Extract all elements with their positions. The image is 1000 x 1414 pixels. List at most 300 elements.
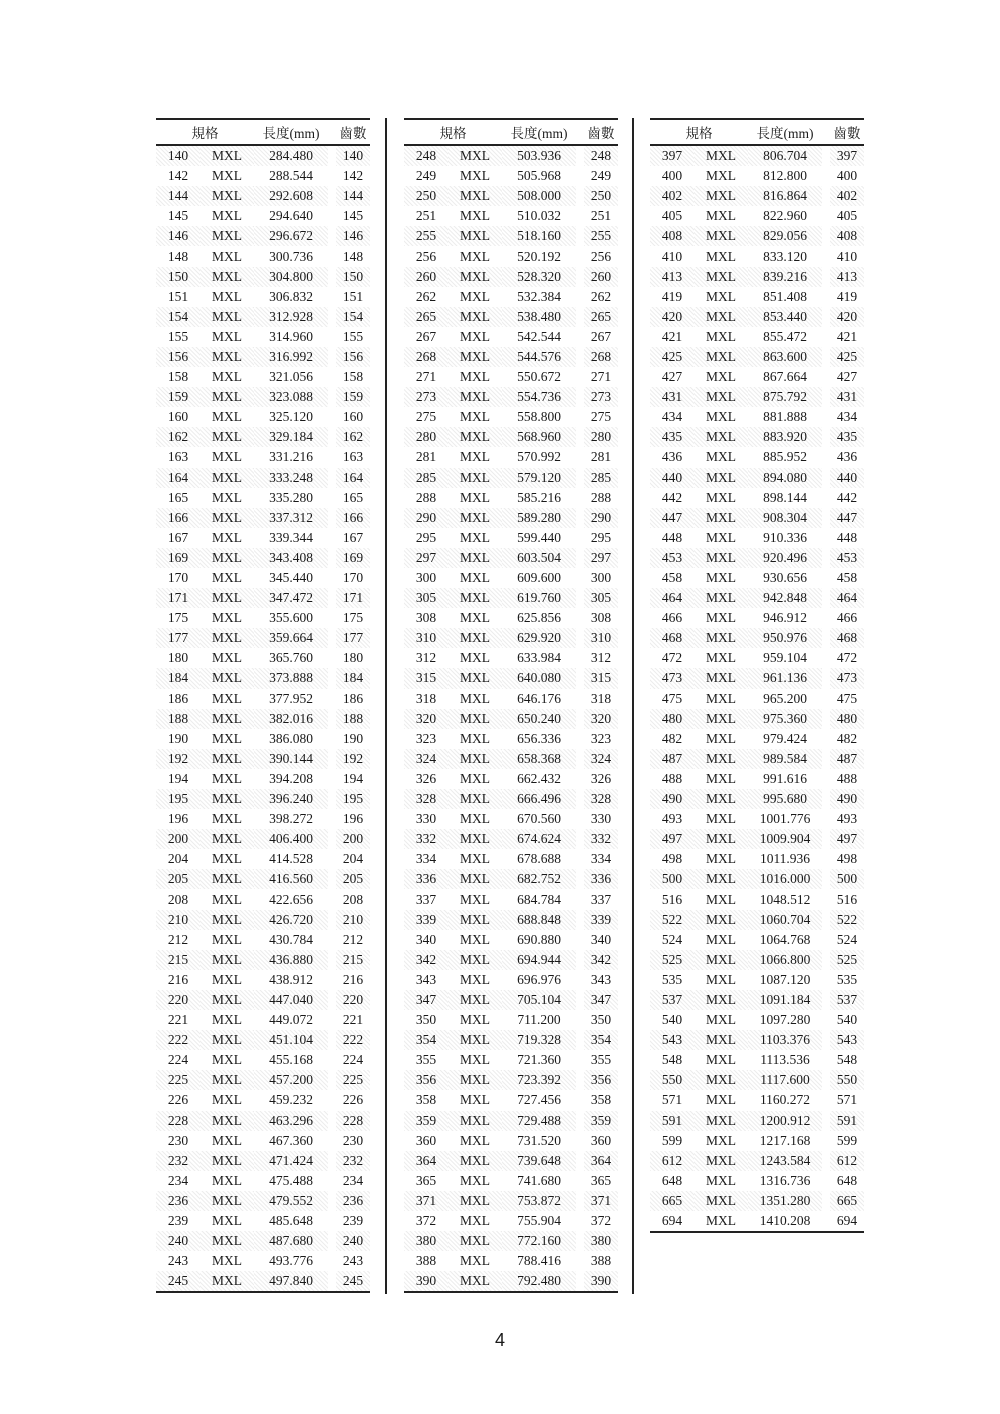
length-mm: 339.344 bbox=[269, 529, 313, 545]
length-mm: 1217.168 bbox=[759, 1132, 811, 1148]
pitch-count: 431 bbox=[650, 387, 694, 407]
teeth-count: 180 bbox=[342, 650, 364, 666]
belt-type: MXL bbox=[460, 1052, 490, 1068]
length-mm: 471.424 bbox=[254, 1151, 328, 1171]
belt-type: MXL bbox=[706, 168, 736, 184]
table-header bbox=[650, 119, 864, 145]
length-mm: 438.912 bbox=[269, 971, 313, 987]
spacer-cell bbox=[328, 809, 336, 829]
length-mm: 394.208 bbox=[269, 770, 313, 786]
table-row bbox=[156, 809, 370, 829]
spacer-cell bbox=[576, 1251, 584, 1271]
table-row bbox=[404, 889, 618, 909]
length-mm: 898.144 bbox=[763, 489, 807, 505]
table-row bbox=[650, 709, 864, 729]
belt-type: MXL bbox=[694, 548, 748, 568]
spacer-cell bbox=[576, 145, 584, 166]
pitch-count: 548 bbox=[661, 1052, 683, 1068]
spacer-cell bbox=[822, 267, 830, 287]
spacer-cell bbox=[328, 1070, 336, 1090]
table-row bbox=[156, 769, 370, 789]
spacer-cell bbox=[328, 709, 336, 729]
table-row bbox=[404, 588, 618, 608]
belt-type: MXL bbox=[448, 307, 502, 327]
belt-type: MXL bbox=[212, 1012, 242, 1028]
spacer-cell bbox=[576, 347, 584, 367]
spacer-cell bbox=[576, 246, 584, 266]
teeth-count: 354 bbox=[584, 1030, 618, 1050]
pitch-count: 648 bbox=[661, 1172, 683, 1188]
spacer-cell bbox=[328, 1271, 336, 1292]
teeth-count: 163 bbox=[342, 449, 364, 465]
belt-type: MXL bbox=[212, 730, 242, 746]
spacer-cell bbox=[576, 206, 584, 226]
belt-type: MXL bbox=[212, 248, 242, 264]
belt-type: MXL bbox=[200, 990, 254, 1010]
spacer-cell bbox=[328, 1030, 336, 1050]
pitch-count: 159 bbox=[156, 387, 200, 407]
length-mm: 995.680 bbox=[748, 789, 822, 809]
table-row bbox=[650, 307, 864, 327]
spacer-cell bbox=[328, 1050, 336, 1070]
belt-type: MXL bbox=[200, 307, 254, 327]
teeth-count: 222 bbox=[336, 1030, 370, 1050]
table-row bbox=[404, 488, 618, 508]
pitch-count: 343 bbox=[415, 971, 437, 987]
table-row bbox=[404, 407, 618, 427]
belt-type: MXL bbox=[694, 628, 748, 648]
teeth-count: 165 bbox=[342, 489, 364, 505]
length-mm: 457.200 bbox=[254, 1070, 328, 1090]
belt-type: MXL bbox=[460, 1253, 490, 1269]
spacer-cell bbox=[822, 829, 830, 849]
belt-type: MXL bbox=[694, 829, 748, 849]
table-row bbox=[156, 1030, 370, 1050]
spacer-cell bbox=[328, 307, 336, 327]
length-mm: 723.392 bbox=[502, 1070, 576, 1090]
length-mm: 755.904 bbox=[517, 1213, 561, 1229]
length-mm: 696.976 bbox=[517, 971, 561, 987]
table-row bbox=[156, 1050, 370, 1070]
teeth-count: 265 bbox=[584, 307, 618, 327]
belt-type: MXL bbox=[212, 409, 242, 425]
belt-type: MXL bbox=[448, 749, 502, 769]
table-row bbox=[156, 568, 370, 588]
table-row bbox=[156, 1131, 370, 1151]
pitch-count: 324 bbox=[404, 749, 448, 769]
table-row bbox=[650, 1030, 864, 1050]
length-mm: 883.920 bbox=[748, 427, 822, 447]
teeth-count: 177 bbox=[336, 628, 370, 648]
pitch-count: 420 bbox=[650, 307, 694, 327]
table-row bbox=[650, 1191, 864, 1211]
pitch-count: 599 bbox=[661, 1132, 683, 1148]
length-mm: 812.800 bbox=[763, 168, 807, 184]
length-mm: 579.120 bbox=[502, 468, 576, 488]
teeth-count: 648 bbox=[836, 1172, 858, 1188]
teeth-count: 490 bbox=[830, 789, 864, 809]
table-row bbox=[650, 809, 864, 829]
belt-type: MXL bbox=[448, 1231, 502, 1251]
spacer-cell bbox=[576, 608, 584, 628]
spacer-cell bbox=[328, 729, 336, 749]
teeth-count: 371 bbox=[584, 1191, 618, 1211]
length-mm: 658.368 bbox=[502, 749, 576, 769]
table-row bbox=[650, 1070, 864, 1090]
table-row bbox=[404, 186, 618, 206]
teeth-count: 148 bbox=[342, 248, 364, 264]
table-row bbox=[156, 226, 370, 246]
spacer-cell bbox=[576, 528, 584, 548]
table-row bbox=[156, 1151, 370, 1171]
length-mm: 1087.120 bbox=[759, 971, 811, 987]
teeth-count: 535 bbox=[836, 971, 858, 987]
length-mm: 325.120 bbox=[269, 409, 313, 425]
spacer-cell bbox=[822, 528, 830, 548]
spacer-cell bbox=[822, 508, 830, 528]
length-mm: 881.888 bbox=[763, 409, 807, 425]
teeth-count: 290 bbox=[584, 508, 618, 528]
length-mm: 656.336 bbox=[517, 730, 561, 746]
belt-type: MXL bbox=[212, 328, 242, 344]
belt-type: MXL bbox=[200, 789, 254, 809]
pitch-count: 273 bbox=[404, 387, 448, 407]
belt-type: MXL bbox=[706, 1092, 736, 1108]
spacer-cell bbox=[822, 709, 830, 729]
table-row bbox=[156, 1171, 370, 1191]
teeth-count: 210 bbox=[336, 910, 370, 930]
pitch-count: 488 bbox=[661, 770, 683, 786]
belt-type: MXL bbox=[706, 971, 736, 987]
pitch-count: 427 bbox=[661, 369, 683, 385]
belt-type: MXL bbox=[200, 910, 254, 930]
pitch-count: 458 bbox=[661, 570, 683, 586]
table-row bbox=[156, 387, 370, 407]
spacer-cell bbox=[576, 769, 584, 789]
teeth-count: 243 bbox=[342, 1253, 364, 1269]
table-row bbox=[156, 1191, 370, 1211]
teeth-count: 498 bbox=[836, 851, 858, 867]
length-mm: 451.104 bbox=[254, 1030, 328, 1050]
teeth-count: 230 bbox=[342, 1132, 364, 1148]
pitch-count: 372 bbox=[415, 1213, 437, 1229]
length-mm: 788.416 bbox=[517, 1253, 561, 1269]
teeth-count: 380 bbox=[584, 1231, 618, 1251]
pitch-count: 543 bbox=[650, 1030, 694, 1050]
pitch-count: 405 bbox=[661, 208, 683, 224]
spacer-cell bbox=[328, 869, 336, 889]
length-mm: 1060.704 bbox=[748, 910, 822, 930]
spacer-cell bbox=[576, 950, 584, 970]
belt-type: MXL bbox=[694, 1030, 748, 1050]
header-spec: 規格 bbox=[650, 119, 748, 145]
length-mm: 646.176 bbox=[517, 690, 561, 706]
table-row bbox=[650, 1090, 864, 1110]
spacer-cell bbox=[576, 729, 584, 749]
length-mm: 284.480 bbox=[254, 145, 328, 166]
pitch-count: 148 bbox=[167, 248, 189, 264]
table-row bbox=[650, 1010, 864, 1030]
belt-type: MXL bbox=[448, 1151, 502, 1171]
spacer-cell bbox=[328, 1010, 336, 1030]
teeth-count: 475 bbox=[836, 690, 858, 706]
pitch-count: 140 bbox=[156, 145, 200, 166]
teeth-count: 397 bbox=[830, 145, 864, 166]
belt-type: MXL bbox=[706, 449, 736, 465]
table-row bbox=[404, 990, 618, 1010]
length-mm: 447.040 bbox=[254, 990, 328, 1010]
table-row bbox=[650, 869, 864, 889]
spacer-cell bbox=[328, 668, 336, 688]
teeth-count: 436 bbox=[836, 449, 858, 465]
spacer-cell bbox=[822, 1131, 830, 1151]
pitch-count: 397 bbox=[650, 145, 694, 166]
pitch-count: 164 bbox=[156, 468, 200, 488]
teeth-count: 275 bbox=[590, 409, 612, 425]
spacer-cell bbox=[328, 287, 336, 307]
length-mm: 930.656 bbox=[763, 570, 807, 586]
teeth-count: 250 bbox=[584, 186, 618, 206]
belt-type: MXL bbox=[212, 489, 242, 505]
pitch-count: 142 bbox=[167, 168, 189, 184]
teeth-count: 447 bbox=[830, 508, 864, 528]
spacer-cell bbox=[576, 468, 584, 488]
table-row bbox=[156, 950, 370, 970]
teeth-count: 200 bbox=[336, 829, 370, 849]
spacer-cell bbox=[822, 206, 830, 226]
length-mm: 855.472 bbox=[763, 328, 807, 344]
spacer-cell bbox=[576, 1070, 584, 1090]
teeth-count: 234 bbox=[342, 1172, 364, 1188]
table-row bbox=[156, 789, 370, 809]
length-mm: 727.456 bbox=[517, 1092, 561, 1108]
teeth-count: 267 bbox=[590, 328, 612, 344]
pitch-count: 281 bbox=[415, 449, 437, 465]
belt-type: MXL bbox=[706, 1172, 736, 1188]
teeth-count: 694 bbox=[830, 1211, 864, 1232]
belt-type: MXL bbox=[460, 1213, 490, 1229]
teeth-count: 480 bbox=[830, 709, 864, 729]
teeth-count: 239 bbox=[342, 1213, 364, 1229]
spacer-cell bbox=[328, 568, 336, 588]
pitch-count: 271 bbox=[415, 369, 437, 385]
belt-type: MXL bbox=[448, 387, 502, 407]
table-row bbox=[404, 729, 618, 749]
table-row bbox=[650, 990, 864, 1010]
column-divider-1 bbox=[385, 118, 387, 1294]
teeth-count: 288 bbox=[590, 489, 612, 505]
spacer-cell bbox=[822, 145, 830, 166]
table-row bbox=[156, 709, 370, 729]
spacer-cell bbox=[822, 407, 830, 427]
belt-type: MXL bbox=[200, 628, 254, 648]
pitch-count: 473 bbox=[650, 668, 694, 688]
teeth-count: 402 bbox=[830, 186, 864, 206]
table-row bbox=[650, 327, 864, 347]
spacer-cell bbox=[576, 889, 584, 909]
spacer-cell bbox=[576, 648, 584, 668]
spacer-cell bbox=[576, 588, 584, 608]
spacer-cell bbox=[328, 347, 336, 367]
teeth-count: 488 bbox=[836, 770, 858, 786]
pitch-count: 163 bbox=[167, 449, 189, 465]
spacer-cell bbox=[328, 427, 336, 447]
spacer-cell bbox=[822, 648, 830, 668]
length-mm: 528.320 bbox=[502, 267, 576, 287]
pitch-count: 336 bbox=[404, 869, 448, 889]
belt-type: MXL bbox=[694, 1151, 748, 1171]
length-mm: 721.360 bbox=[517, 1052, 561, 1068]
spacer-cell bbox=[822, 930, 830, 950]
pitch-count: 285 bbox=[404, 468, 448, 488]
spacer-cell bbox=[576, 508, 584, 528]
belt-type: MXL bbox=[460, 770, 490, 786]
table-row bbox=[650, 468, 864, 488]
length-mm: 426.720 bbox=[254, 910, 328, 930]
pitch-count: 210 bbox=[156, 910, 200, 930]
teeth-count: 195 bbox=[336, 789, 370, 809]
belt-type: MXL bbox=[212, 570, 242, 586]
teeth-count: 154 bbox=[336, 307, 370, 327]
belt-type: MXL bbox=[448, 950, 502, 970]
table-row bbox=[650, 186, 864, 206]
pitch-count: 498 bbox=[661, 851, 683, 867]
length-mm: 829.056 bbox=[748, 226, 822, 246]
teeth-count: 571 bbox=[836, 1092, 858, 1108]
table-row bbox=[650, 668, 864, 688]
table-row bbox=[650, 910, 864, 930]
pitch-count: 550 bbox=[650, 1070, 694, 1090]
pitch-count: 249 bbox=[415, 168, 437, 184]
pitch-count: 359 bbox=[404, 1111, 448, 1131]
pitch-count: 155 bbox=[167, 328, 189, 344]
table-row bbox=[650, 769, 864, 789]
length-mm: 1016.000 bbox=[748, 869, 822, 889]
length-mm: 1200.912 bbox=[748, 1111, 822, 1131]
belt-type: MXL bbox=[448, 508, 502, 528]
belt-type: MXL bbox=[706, 288, 736, 304]
pitch-count: 243 bbox=[167, 1253, 189, 1269]
spacer-cell bbox=[822, 226, 830, 246]
table-row bbox=[650, 226, 864, 246]
length-mm: 503.936 bbox=[502, 145, 576, 166]
belt-type: MXL bbox=[706, 891, 736, 907]
teeth-count: 140 bbox=[336, 145, 370, 166]
spacer-cell bbox=[576, 287, 584, 307]
length-mm: 321.056 bbox=[269, 369, 313, 385]
table-row bbox=[650, 447, 864, 467]
length-mm: 355.600 bbox=[269, 610, 313, 626]
belt-type: MXL bbox=[706, 489, 736, 505]
belt-type: MXL bbox=[212, 891, 242, 907]
pitch-count: 318 bbox=[415, 690, 437, 706]
table-row bbox=[404, 910, 618, 930]
pitch-count: 146 bbox=[156, 226, 200, 246]
pitch-count: 328 bbox=[404, 789, 448, 809]
pitch-count: 425 bbox=[650, 347, 694, 367]
length-mm: 851.408 bbox=[763, 288, 807, 304]
teeth-count: 410 bbox=[836, 248, 858, 264]
table-row bbox=[404, 367, 618, 387]
length-mm: 1048.512 bbox=[759, 891, 811, 907]
belt-type: MXL bbox=[200, 709, 254, 729]
teeth-count: 487 bbox=[830, 749, 864, 769]
teeth-count: 295 bbox=[590, 529, 612, 545]
belt-type: MXL bbox=[212, 1213, 242, 1229]
spacer-cell bbox=[328, 648, 336, 668]
teeth-count: 280 bbox=[584, 427, 618, 447]
pitch-count: 297 bbox=[404, 548, 448, 568]
spacer-cell bbox=[576, 1271, 584, 1292]
table-row bbox=[156, 729, 370, 749]
table-row bbox=[404, 1090, 618, 1110]
table-row bbox=[650, 206, 864, 226]
length-mm: 455.168 bbox=[269, 1052, 313, 1068]
length-mm: 633.984 bbox=[517, 650, 561, 666]
teeth-count: 419 bbox=[836, 288, 858, 304]
spacer-cell bbox=[576, 849, 584, 869]
spacer-cell bbox=[576, 427, 584, 447]
belt-type: MXL bbox=[460, 851, 490, 867]
pitch-count: 169 bbox=[156, 548, 200, 568]
pitch-count: 177 bbox=[156, 628, 200, 648]
pitch-count: 160 bbox=[167, 409, 189, 425]
length-mm: 345.440 bbox=[269, 570, 313, 586]
length-mm: 386.080 bbox=[269, 730, 313, 746]
spacer-cell bbox=[328, 1211, 336, 1231]
teeth-count: 332 bbox=[584, 829, 618, 849]
pitch-count: 175 bbox=[167, 610, 189, 626]
table-body bbox=[404, 145, 618, 1292]
belt-type: MXL bbox=[212, 168, 242, 184]
table-row bbox=[650, 849, 864, 869]
length-mm: 568.960 bbox=[502, 427, 576, 447]
spacer-cell bbox=[576, 307, 584, 327]
table-row bbox=[650, 689, 864, 709]
table-row bbox=[156, 267, 370, 287]
spacer-cell bbox=[822, 749, 830, 769]
pitch-count: 239 bbox=[167, 1213, 189, 1229]
length-mm: 1117.600 bbox=[748, 1070, 822, 1090]
belt-type: MXL bbox=[694, 267, 748, 287]
teeth-count: 425 bbox=[830, 347, 864, 367]
table-row bbox=[650, 287, 864, 307]
spacer-cell bbox=[328, 689, 336, 709]
teeth-count: 146 bbox=[336, 226, 370, 246]
belt-table-2 bbox=[404, 118, 618, 1293]
spacer-cell bbox=[576, 166, 584, 186]
table-row bbox=[404, 568, 618, 588]
length-mm: 853.440 bbox=[748, 307, 822, 327]
teeth-count: 473 bbox=[830, 668, 864, 688]
belt-type: MXL bbox=[694, 588, 748, 608]
table-row bbox=[650, 166, 864, 186]
teeth-count: 144 bbox=[336, 186, 370, 206]
table-row bbox=[156, 588, 370, 608]
table-row bbox=[650, 508, 864, 528]
spacer-cell bbox=[822, 889, 830, 909]
table-row bbox=[404, 648, 618, 668]
teeth-count: 190 bbox=[342, 730, 364, 746]
pitch-count: 234 bbox=[167, 1172, 189, 1188]
table-row bbox=[404, 769, 618, 789]
belt-type: MXL bbox=[212, 529, 242, 545]
length-mm: 520.192 bbox=[517, 248, 561, 264]
teeth-count: 355 bbox=[590, 1052, 612, 1068]
belt-type: MXL bbox=[460, 1132, 490, 1148]
spacer-cell bbox=[328, 829, 336, 849]
teeth-count: 427 bbox=[836, 369, 858, 385]
